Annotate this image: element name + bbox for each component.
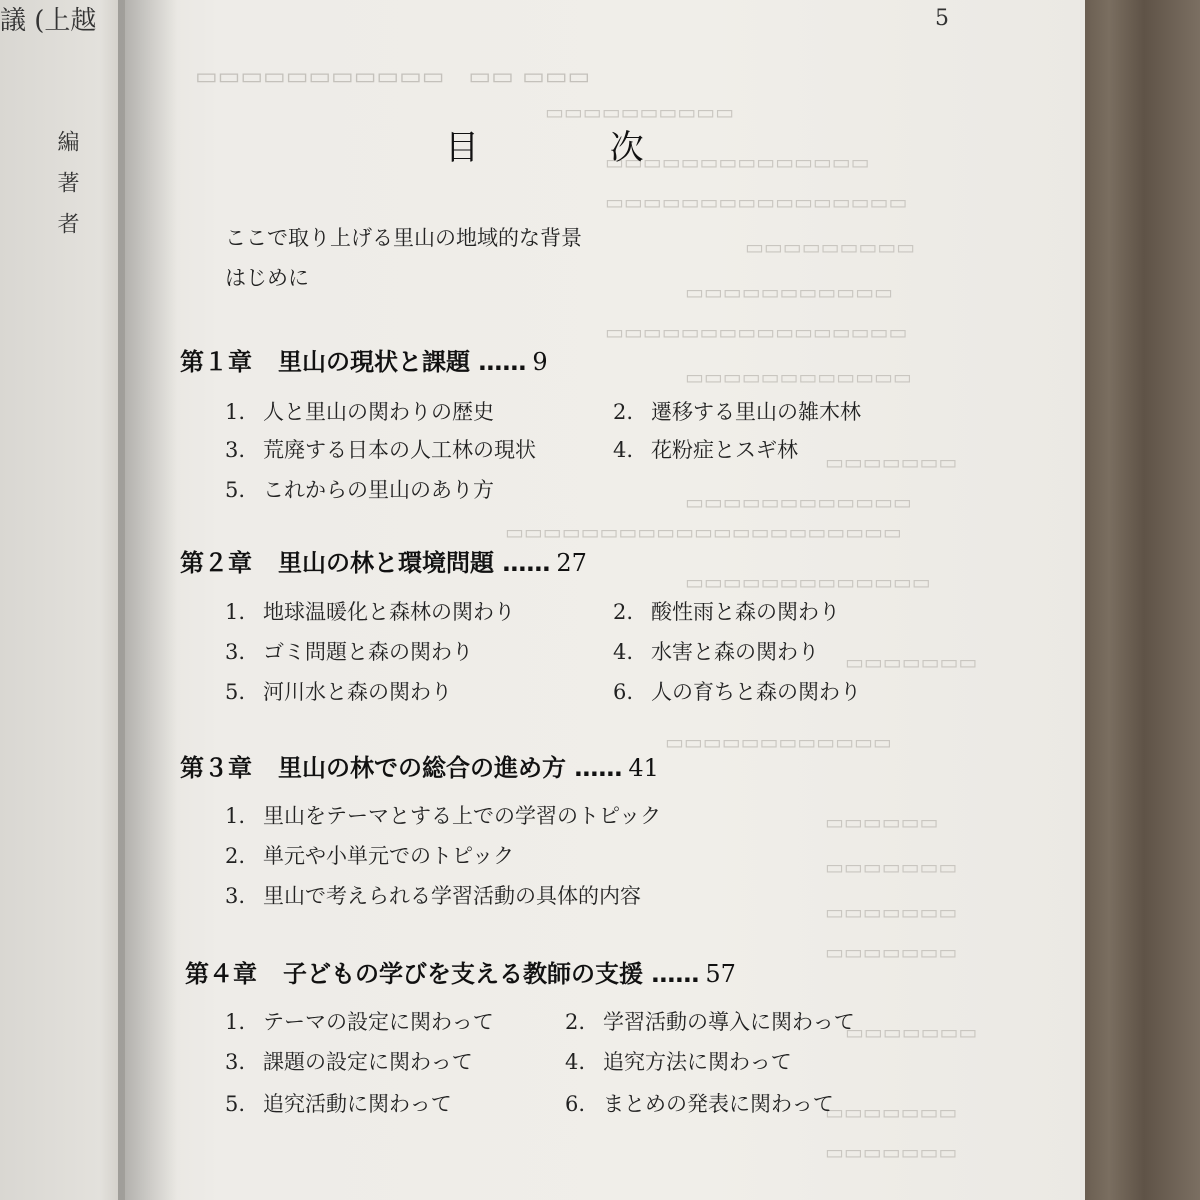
- toc-page: ▭▭▭▭▭▭▭▭▭▭▭ ▭▭ ▭▭▭ ▭▭▭▭▭▭▭▭▭▭ ▭▭▭▭▭▭▭▭▭▭▭▭▭▭ ▭▭▭▭▭▭▭▭▭▭▭▭▭▭▭▭ ▭▭▭▭▭▭▭▭▭ ▭▭▭▭▭▭▭▭▭▭▭ ▭▭▭▭▭▭▭▭▭▭▭▭▭▭▭▭ ▭▭▭▭▭▭▭▭▭▭▭▭ ▭▭▭▭▭▭▭ ▭▭▭▭▭▭▭▭▭▭▭▭ ▭▭▭▭▭▭▭▭▭▭▭▭▭▭▭▭▭▭▭▭▭ ▭▭▭▭▭▭▭▭▭▭▭▭▭ ▭▭▭▭▭▭▭ ▭▭▭▭▭▭▭▭▭▭▭▭ ▭▭▭▭▭▭ ▭▭▭▭▭▭▭ ▭▭▭▭▭▭▭ ▭▭▭▭▭▭▭ ▭▭▭▭▭▭▭ ▭▭▭▭▭▭▭ ▭▭▭▭▭▭▭ 5 目 次 ここで取り上げる里山の地域的な背景 はじめに 第１章 里山の現状と課題 …… 9 1. 人と里山の関わりの歴史 2. 遷移する里山の雑木林 3. 荒廃する日本の人工林の現状 4. 花粉症とスギ林 5. これからの里山のあり方 第２章 里山の林と環境問題 …… 27 1. 地球温暖化と森林の関わり 2. 酸性雨と森の関わり 3. ゴミ問題と森の関わり 4. 水害と森の関わり 5. 河川水と森の関わり 6. 人の育ちと森の関わり 第３章 里山の林での総合の進め方 …… 41 1. 里山をテーマとする上での学習のトピック 2. 単元や小単元でのトピック 3. 里山で考えられる学習活動の具体的内容 第４章 子どもの学びを支える教師の支援 …… 57 1. テーマの設定に関わって 2. 学習活動の導入に関わって 3. 課題の設定に関わって 4. 追究方法に関わって 5. 追究活動に関わって 6. まとめの発表に関わって: [125, 0, 1085, 1200]
- item-number: 3.: [225, 438, 246, 462]
- chapter-2-heading: [180, 543, 587, 578]
- toc-item: [225, 1006, 494, 1036]
- chapter-title: 里山の林での総合の進め方: [278, 754, 566, 782]
- leader-dots: ……: [478, 348, 527, 376]
- chapter-page: 41: [628, 754, 659, 782]
- toc-item: [225, 434, 536, 464]
- toc-intro-preface: はじめに: [225, 266, 309, 290]
- page-number: 5: [935, 6, 949, 31]
- chapter-title: 子どもの学びを支える教師の支援: [283, 960, 643, 988]
- toc-item: [225, 596, 515, 626]
- chapter-1-heading: [180, 342, 548, 377]
- toc-item: [613, 676, 861, 706]
- toc-item: [225, 840, 514, 870]
- item-text: 里山で考えられる学習活動の具体的内容: [263, 884, 641, 908]
- item-text: テーマの設定に関わって: [263, 1010, 494, 1034]
- item-number: 1.: [225, 600, 246, 624]
- item-number: 2.: [613, 600, 634, 624]
- item-text: 酸性雨と森の関わり: [651, 600, 840, 624]
- item-number: 4.: [613, 640, 634, 664]
- leader-dots: ……: [502, 549, 551, 577]
- toc-item: [225, 880, 641, 910]
- toc-item: [225, 396, 494, 426]
- item-number: 6.: [565, 1092, 586, 1116]
- toc-item: [565, 1088, 834, 1118]
- toc-item: [225, 1046, 473, 1076]
- item-number: 2.: [613, 400, 634, 424]
- chapter-title: 里山の林と環境問題: [278, 549, 494, 577]
- item-text: 里山をテーマとする上での学習のトピック: [263, 804, 662, 828]
- item-number: 3.: [225, 640, 246, 664]
- item-number: 3.: [225, 1050, 246, 1074]
- toc-item: [225, 800, 661, 830]
- item-text: 地球温暖化と森林の関わり: [263, 600, 515, 624]
- item-number: 6.: [613, 680, 634, 704]
- item-number: 2.: [565, 1010, 586, 1034]
- toc-item: [613, 636, 819, 666]
- toc-item: [225, 474, 494, 504]
- left-facing-page: [0, 0, 125, 1200]
- item-text: 花粉症とスギ林: [651, 438, 798, 462]
- chapter-page: 27: [556, 549, 587, 577]
- toc-item: [225, 636, 473, 666]
- item-text: 河川水と森の関わり: [263, 680, 452, 704]
- leader-dots: ……: [651, 960, 700, 988]
- item-text: 人と里山の関わりの歴史: [263, 400, 494, 424]
- chapter-number: 第３章: [180, 753, 252, 782]
- chapter-number: 第４章: [185, 959, 257, 988]
- chapter-title: 里山の現状と課題: [278, 348, 470, 376]
- item-number: 2.: [225, 844, 246, 868]
- item-text: 遷移する里山の雑木林: [651, 400, 861, 424]
- toc-item: [565, 1046, 792, 1076]
- item-number: 5.: [225, 1092, 246, 1116]
- item-text: ゴミ問題と森の関わり: [263, 640, 473, 664]
- chapter-page: 57: [705, 960, 736, 988]
- item-number: 3.: [225, 884, 246, 908]
- leader-dots: ……: [574, 754, 623, 782]
- item-number: 5.: [225, 478, 246, 502]
- chapter-number: 第１章: [180, 347, 252, 376]
- toc-item: [613, 434, 798, 464]
- left-page-editor-label: 編 著 者: [54, 130, 79, 240]
- toc-item: [613, 396, 861, 426]
- toc-intro-background: ここで取り上げる里山の地域的な背景: [225, 226, 582, 250]
- item-text: 荒廃する日本の人工林の現状: [263, 438, 536, 462]
- item-number: 1.: [225, 804, 246, 828]
- chapter-4-heading: [185, 954, 736, 989]
- item-text: 課題の設定に関わって: [263, 1050, 473, 1074]
- chapter-3-heading: [180, 748, 659, 783]
- item-number: 4.: [565, 1050, 586, 1074]
- toc-item: [225, 1088, 452, 1118]
- item-text: まとめの発表に関わって: [603, 1092, 834, 1116]
- item-text: これからの里山のあり方: [263, 478, 494, 502]
- item-number: 1.: [225, 1010, 246, 1034]
- item-text: 単元や小単元でのトピック: [263, 844, 515, 868]
- toc-item: [565, 1006, 855, 1036]
- book-gutter-shadow: [118, 0, 178, 1200]
- item-text: 追究方法に関わって: [603, 1050, 792, 1074]
- item-text: 水害と森の関わり: [651, 640, 819, 664]
- chapter-number: 第２章: [180, 548, 252, 577]
- item-text: 人の育ちと森の関わり: [651, 680, 861, 704]
- chapter-page: 9: [532, 348, 548, 376]
- toc-item: [225, 676, 452, 706]
- item-text: 追究活動に関わって: [263, 1092, 452, 1116]
- page-title: 目 次: [445, 128, 704, 168]
- item-number: 5.: [225, 680, 246, 704]
- item-number: 1.: [225, 400, 246, 424]
- toc-item: [613, 596, 840, 626]
- item-text: 学習活動の導入に関わって: [603, 1010, 855, 1034]
- left-page-header: 議 (上越: [0, 6, 97, 36]
- item-number: 4.: [613, 438, 634, 462]
